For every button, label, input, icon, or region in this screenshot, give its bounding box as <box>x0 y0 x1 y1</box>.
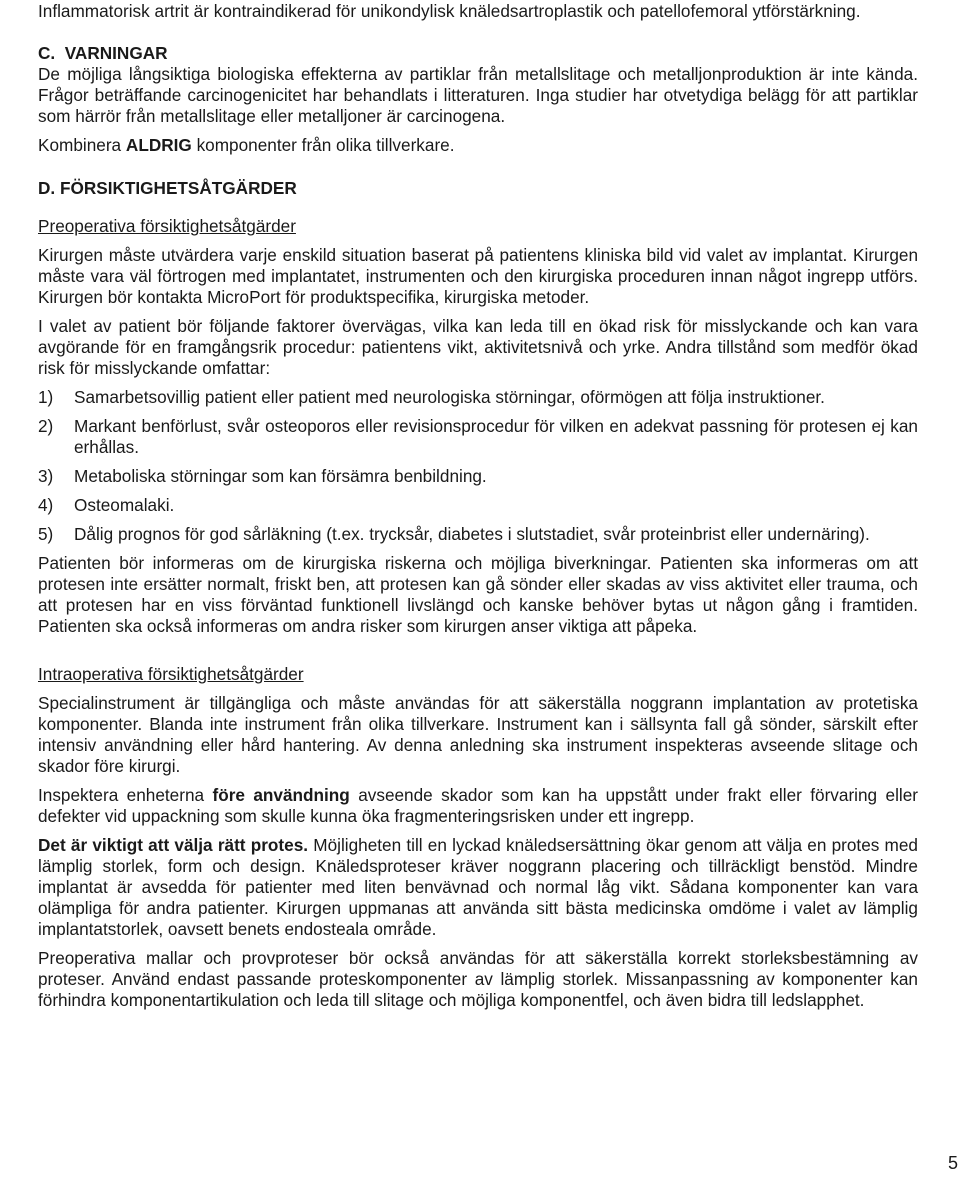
list-item-text: Markant benförlust, svår osteoporos eller revisionsprocedur för vilken en adekvat passning för protesen ej kan erhållas. <box>74 416 918 457</box>
list-item-number: 5) <box>38 524 54 544</box>
inspect-pre: Inspektera enheterna <box>38 785 213 805</box>
intraop-paragraph-2 <box>38 785 918 827</box>
list-item <box>38 387 918 408</box>
list-item-text: Dålig prognos för god sårläkning (t.ex. trycksår, diabetes i slutstadiet, svår proteinbrist eller undernäring). <box>74 524 870 544</box>
never-combine-post: komponenter från olika tillverkare. <box>191 135 455 155</box>
choose-protes-post: Möjligheten till en lyckad knäledsersättning ökar genom att välja en protes med lämplig storlek, form och design. Knäledsproteser kräver noggrann placering och tillräckligt benstöd. Mindre implantat är avsedda för patienter med liten benvävnad och normal låg vikt. Sådana komponenter kan vara olämpliga för andra patienter. Kirurgen uppmanas att använda sitt bästa medicinska omdöme i valet av lämplig implantatstorlek, oavsett benets endosteala område. <box>38 835 918 939</box>
list-item <box>38 524 918 545</box>
section-d-heading: D. FÖRSIKTIGHETSÅTGÄRDER <box>38 178 297 198</box>
list-item-number: 4) <box>38 495 54 515</box>
section-c-heading: C. VARNINGAR <box>38 43 168 63</box>
never-combine-pre: Kombinera <box>38 135 126 155</box>
list-item-text: Osteomalaki. <box>74 495 175 515</box>
choose-protes-bold: Det är viktigt att välja rätt protes. <box>38 835 309 855</box>
list-item <box>38 416 918 458</box>
preop-subheading: Preoperativa försiktighetsåtgärder <box>38 216 296 236</box>
inspect-bold: före användning <box>212 785 350 805</box>
intraop-paragraph-4: Preoperativa mallar och provproteser bör också användas för att säkerställa korrekt storleksbestämning av proteser. Använd endast passande proteskomponenter av lämplig storlek. Missanpassning av komponenter kan förhindra komponentartikulation och leda till slitage och möjliga komponentfel, och även bidra till ledslapphet. <box>38 948 918 1010</box>
list-item-text: Samarbetsovillig patient eller patient med neurologiska störningar, oförmögen att följa instruktioner. <box>74 387 825 407</box>
warnings-paragraph: De möjliga långsiktiga biologiska effekterna av partiklar från metallslitage och metalljonproduktion är inte kända. Frågor beträffande carcinogenicitet har behandlats i litteraturen. Inga studier har otvetydiga belägg för att partiklar som härrör från metallslitage eller metalljoner är carcinogena. <box>38 64 918 126</box>
preop-paragraph-1: Kirurgen måste utvärdera varje enskild situation baserat på patientens kliniska bild vid valet av implantat. Kirurgen måste vara väl förtrogen med implantatet, instrumenten och den kirurgiska proceduren innan något ingrepp utförs. Kirurgen bör kontakta MicroPort för produktspecifika, kirurgiska metoder. <box>38 245 918 307</box>
never-combine-bold: ALDRIG <box>125 135 192 155</box>
inspect-post: avseende skador som kan ha uppstått under frakt eller förvaring eller defekter vid uppackning som skulle kunna öka fragmenteringsrisken under ett ingrepp. <box>38 785 918 826</box>
document-page <box>38 0 918 1011</box>
preop-paragraph-2: I valet av patient bör följande faktorer övervägas, vilka kan leda till en ökad risk för misslyckande och kan vara avgörande för en framgångsrik procedur: patientens vikt, aktivitetsnivå och yrke. Andra tillstånd som medför ökad risk för misslyckande omfattar: <box>38 316 918 378</box>
never-combine-paragraph <box>38 135 918 156</box>
list-item-number: 3) <box>38 466 54 486</box>
intraop-paragraph-1: Specialinstrument är tillgängliga och måste användas för att säkerställa noggrann implantation av protetiska komponenter. Blanda inte instrument från olika tillverkare. Instrument kan i sällsynta fall gå sönder, särskilt efter intensiv användning eller hård hantering. Av denna anledning ska instrument inspekteras avseende slitage och skador före kirurgi. <box>38 693 918 776</box>
risk-factor-list <box>38 387 918 545</box>
preop-paragraph-3: Patienten bör informeras om de kirurgiska riskerna och möjliga biverkningar. Patienten ska informeras om att protesen inte ersätter normalt, friskt ben, att protesen kan gå sönder eller skadas av viss aktivitet eller trauma, och att protesen har en viss förväntad funktionell livslängd och kanske behöver bytas ut någon gång i framtiden. Patienten ska också informeras om andra risker som kirurgen anser viktiga att påpeka. <box>38 553 918 636</box>
list-item-number: 2) <box>38 416 54 436</box>
intraop-subheading: Intraoperativa försiktighetsåtgärder <box>38 664 304 684</box>
contraindication-paragraph: Inflammatorisk artrit är kontraindikerad för unikondylisk knäledsartroplastik och patellofemoral ytförstärkning. <box>38 1 861 21</box>
list-item-text: Metaboliska störningar som kan försämra benbildning. <box>74 466 487 486</box>
list-item <box>38 495 918 516</box>
list-item <box>38 466 918 487</box>
page-number: 5 <box>947 1153 958 1173</box>
list-item-number: 1) <box>38 387 54 407</box>
intraop-paragraph-3 <box>38 835 918 940</box>
